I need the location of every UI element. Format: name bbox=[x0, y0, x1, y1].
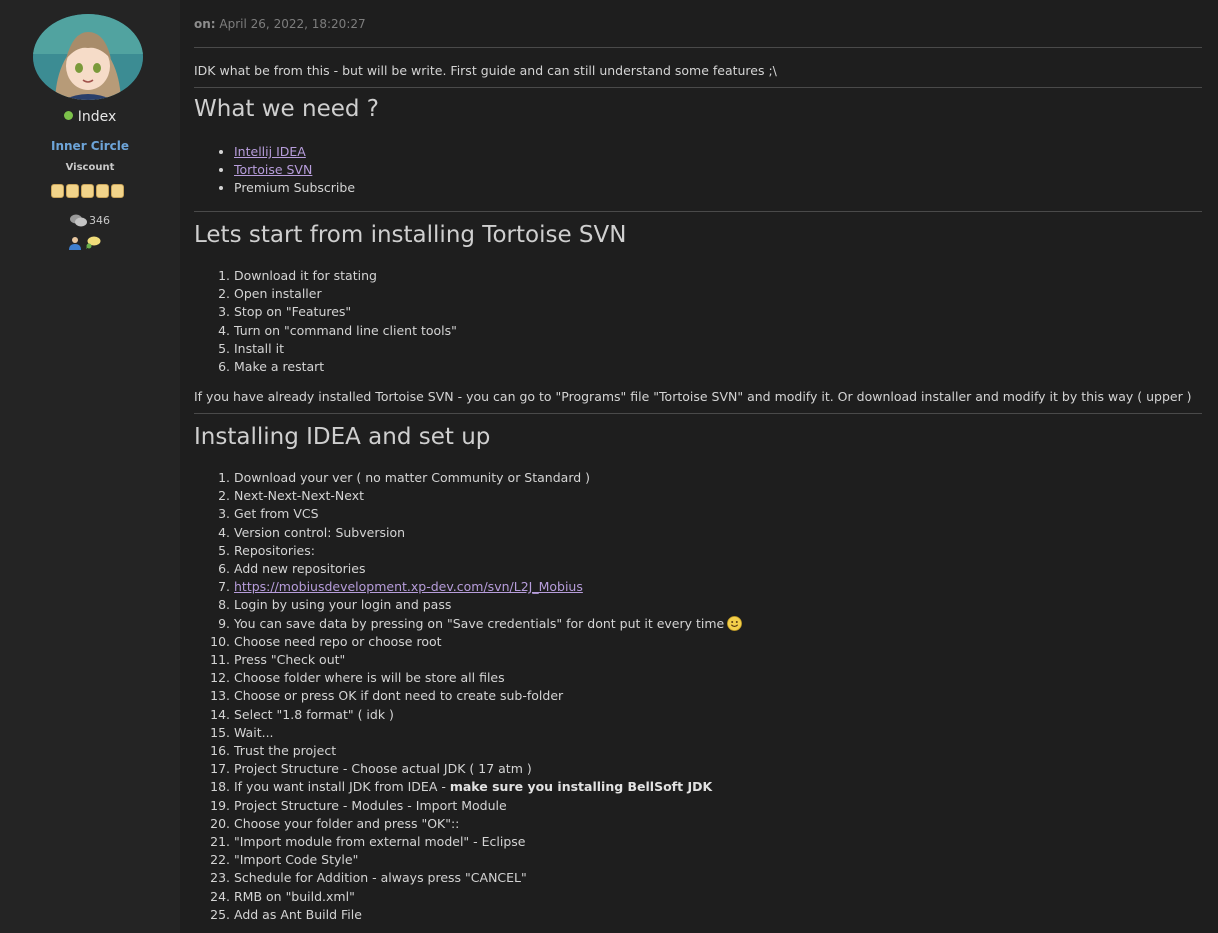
repository-url-link[interactable]: https://mobiusdevelopment.xp-dev.com/svn/L2J_Mobius bbox=[234, 579, 583, 595]
list-item-text: Version control: Subversion bbox=[234, 524, 406, 540]
divider bbox=[194, 87, 1202, 88]
message-icon[interactable] bbox=[85, 236, 101, 250]
list-item bbox=[234, 724, 742, 742]
list-item-text: Trust the project bbox=[234, 743, 337, 759]
profile-icon[interactable] bbox=[68, 236, 82, 250]
list-item: 4. Turn on "command line client tools" bbox=[234, 322, 457, 340]
divider bbox=[194, 413, 1202, 414]
rank-star-icon bbox=[66, 184, 79, 198]
post-date-label: on: bbox=[194, 17, 216, 31]
post-date bbox=[194, 17, 366, 31]
section-heading-idea-setup: Installing IDEA and set up bbox=[194, 424, 491, 450]
list-item bbox=[234, 797, 742, 815]
rank-star-icon bbox=[111, 184, 124, 198]
list-item: 5. Install it bbox=[234, 340, 457, 358]
list-item-text: Add as Ant Build File bbox=[234, 906, 362, 922]
list-item bbox=[234, 851, 742, 869]
post-date-value: April 26, 2022, 18:20:27 bbox=[219, 17, 366, 31]
list-item: 3. Stop on "Features" bbox=[234, 303, 457, 321]
rank-star-icon bbox=[81, 184, 94, 198]
avatar[interactable] bbox=[33, 14, 143, 100]
idea-setup-steps bbox=[194, 469, 742, 924]
list-item-text: Project Structure - Modules - Import Module bbox=[234, 797, 507, 813]
list-item-text: Select "1.8 format" ( idk ) bbox=[234, 706, 394, 722]
list-item-text: You can save data by pressing on "Save credentials" for dont put it every time bbox=[234, 615, 725, 631]
user-rank: Viscount bbox=[65, 162, 115, 173]
avatar-image bbox=[33, 14, 143, 100]
list-item-text: Login by using your login and pass bbox=[234, 597, 452, 613]
list-item: 6. Make a restart bbox=[234, 358, 457, 376]
svn-note: If you have already installed Tortoise SVN - you can go to "Programs" file "Tortoise SVN" and modify it. Or download installer and modify it by this way ( upper ) bbox=[194, 389, 1192, 404]
list-item bbox=[234, 487, 742, 505]
list-item-text: Press "Check out" bbox=[234, 652, 346, 668]
list-item[interactable] bbox=[234, 143, 355, 161]
post-header-divider bbox=[194, 47, 1202, 48]
requirements-list bbox=[194, 143, 355, 198]
list-item-text: Wait... bbox=[234, 724, 274, 740]
list-item bbox=[234, 542, 742, 560]
list-item bbox=[234, 742, 742, 760]
divider bbox=[194, 211, 1202, 212]
list-item-text: Choose your folder and press "OK":: bbox=[234, 815, 460, 831]
list-item-text: Choose folder where is will be store all files bbox=[234, 670, 505, 686]
list-item bbox=[234, 651, 742, 669]
list-item-text: Add new repositories bbox=[234, 561, 366, 577]
list-item-text: "Import Code Style" bbox=[234, 852, 359, 868]
intellij-idea-link[interactable]: Intellij IDEA bbox=[234, 144, 306, 159]
username-label[interactable]: Index bbox=[77, 109, 117, 125]
list-item bbox=[234, 615, 742, 633]
list-item-text: Download your ver ( no matter Community or Standard ) bbox=[234, 470, 591, 485]
list-item-text: Repositories: bbox=[234, 542, 315, 558]
rank-stars bbox=[51, 184, 124, 199]
list-item bbox=[234, 760, 742, 778]
list-item-text: Get from VCS bbox=[234, 506, 319, 522]
list-item-text: RMB on "build.xml" bbox=[234, 888, 355, 904]
list-item bbox=[234, 669, 742, 687]
list-item-text: "Import module from external model" - Eclipse bbox=[234, 834, 526, 850]
list-item bbox=[234, 869, 742, 887]
username[interactable] bbox=[0, 109, 180, 125]
list-item: 1. Download it for stating bbox=[234, 267, 457, 285]
list-item-text: Schedule for Addition - always press "CANCEL" bbox=[234, 870, 527, 886]
list-item-text: If you want install JDK from IDEA - bbox=[234, 779, 450, 795]
rank-star-icon bbox=[96, 184, 109, 198]
list-item bbox=[234, 815, 742, 833]
list-item bbox=[234, 469, 742, 487]
list-item-text: Choose need repo or choose root bbox=[234, 633, 442, 649]
list-item bbox=[234, 633, 742, 651]
online-status-icon bbox=[64, 111, 73, 120]
list-item bbox=[234, 706, 742, 724]
list-item bbox=[234, 888, 742, 906]
list-item-emphasis: make sure you installing BellSoft JDK bbox=[449, 779, 713, 795]
smiley-icon bbox=[727, 616, 742, 631]
section-heading-what-we-need: What we need ? bbox=[194, 96, 380, 122]
list-item bbox=[234, 179, 355, 197]
rank-star-icon bbox=[51, 184, 64, 198]
user-badges bbox=[68, 236, 101, 250]
list-item-text: Premium Subscribe bbox=[234, 180, 356, 196]
svn-install-steps bbox=[194, 267, 457, 376]
tortoise-svn-link[interactable]: Tortoise SVN bbox=[234, 162, 313, 178]
post-count-value: 346 bbox=[89, 214, 110, 227]
list-item bbox=[234, 833, 742, 851]
post-intro: IDK what be from this - but will be write. First guide and can still understand some features ;\ bbox=[194, 63, 777, 78]
poster-sidebar bbox=[0, 0, 180, 933]
list-item bbox=[234, 596, 742, 614]
list-item[interactable] bbox=[234, 578, 742, 596]
list-item bbox=[234, 906, 742, 924]
list-item[interactable] bbox=[234, 161, 355, 179]
post-count bbox=[0, 214, 180, 227]
list-item-text: Choose or press OK if dont need to create sub-folder bbox=[234, 688, 564, 704]
list-item bbox=[234, 778, 742, 796]
list-item: 2. Open installer bbox=[234, 285, 457, 303]
list-item bbox=[234, 560, 742, 578]
posts-icon bbox=[70, 214, 87, 227]
list-item bbox=[234, 505, 742, 523]
list-item-text: Project Structure - Choose actual JDK ( 17 atm ) bbox=[234, 761, 532, 777]
section-heading-tortoise-svn: Lets start from installing Tortoise SVN bbox=[194, 222, 627, 248]
list-item-text: Next-Next-Next-Next bbox=[234, 488, 365, 504]
usergroup: Inner Circle bbox=[51, 139, 129, 153]
list-item bbox=[234, 524, 742, 542]
list-item bbox=[234, 687, 742, 705]
